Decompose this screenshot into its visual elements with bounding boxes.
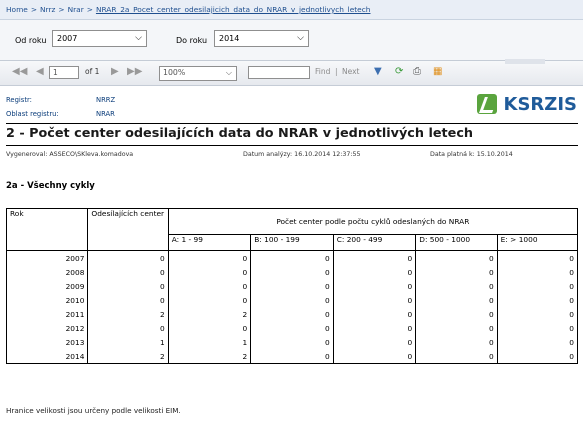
breadcrumb-separator: > [86,5,93,14]
breadcrumb-separator: > [58,5,65,14]
cell-a: 0 [168,293,251,307]
header-odesilajicich: Odesílajících center [88,209,168,251]
cell-rok: 2008 [7,265,88,279]
breadcrumb-nrar-link[interactable]: Nrar [67,5,84,14]
cell-e: 0 [497,307,577,321]
refresh-icon[interactable]: ⟳ [395,66,404,77]
zoom-select[interactable] [159,66,237,81]
table-row [7,265,578,279]
export-icon[interactable]: ▼ [374,66,382,77]
cell-b: 0 [251,335,334,349]
footer-note: Hranice velikosti jsou určeny podle velikosti EIM. [6,406,181,415]
ksrzis-logo-icon [477,94,497,114]
cell-c: 0 [333,293,416,307]
cell-c: 0 [333,349,416,364]
table-row [7,251,578,266]
oblast-label: Oblast registru: [6,110,59,118]
cell-c: 0 [333,321,416,335]
cell-d: 0 [416,321,497,335]
cell-c: 0 [333,251,416,266]
find-link[interactable]: Find [315,67,331,76]
report-title: 2 - Počet center odesilajících data do NRAR v jednotlivých letech [6,126,474,141]
od-roku-value: 2007 [57,34,78,43]
chevron-down-icon: ⌵ [297,33,304,43]
find-input[interactable] [248,66,310,79]
do-roku-select[interactable] [214,30,309,47]
table-row [7,307,578,321]
page-number-input[interactable] [49,66,79,79]
oblast-value: NRAR [96,110,115,118]
cell-rok: 2009 [7,279,88,293]
cell-a: 0 [168,321,251,335]
next-page-icon[interactable]: ▶ [111,66,119,77]
cell-d: 0 [416,307,497,321]
first-page-icon[interactable]: ◀◀ [12,66,28,77]
cell-rok: 2013 [7,335,88,349]
cell-rok: 2014 [7,349,88,364]
cell-c: 0 [333,279,416,293]
registr-value: NRRZ [96,96,116,104]
cell-d: 0 [416,293,497,307]
registr-label: Registr: [6,96,32,104]
header-rok: Rok [7,209,88,251]
title-bottom-rule [6,145,578,146]
header-group: Počet center podle počtu cyklů odeslaných do NRAR [168,209,577,235]
table-row [7,293,578,307]
collapse-handle[interactable] [505,59,545,64]
cell-a: 2 [168,349,251,364]
zoom-value: 100% [163,68,186,77]
header-c: C: 200 - 499 [333,235,416,251]
cell-d: 0 [416,335,497,349]
previous-page-icon[interactable]: ◀ [36,66,44,77]
cell-rok: 2010 [7,293,88,307]
od-roku-select[interactable] [52,30,147,47]
page-number-value: 1 [53,68,58,77]
cell-odesilajicich: 0 [88,321,168,335]
title-top-rule [6,123,578,124]
data-table [6,208,578,364]
do-roku-value: 2014 [219,34,240,43]
cell-e: 0 [497,335,577,349]
cell-rok: 2011 [7,307,88,321]
cell-odesilajicich: 0 [88,279,168,293]
print-icon[interactable]: ⎙ [413,66,421,77]
cell-a: 0 [168,279,251,293]
breadcrumb-current-report: NRAR_2a_Pocet_center_odesilajicich_data_do_NRAR_v_jednotlivych_letech [95,5,371,14]
cell-b: 0 [251,321,334,335]
ksrzis-logo-text: KSRZIS [503,93,577,115]
header-a: A: 1 - 99 [168,235,251,251]
cell-e: 0 [497,279,577,293]
chevron-down-icon: ⌵ [135,33,142,43]
data-feed-icon[interactable]: ▦ [433,66,443,77]
cell-a: 0 [168,251,251,266]
report-toolbar [0,61,583,86]
cell-odesilajicich: 0 [88,265,168,279]
table-row [7,279,578,293]
do-roku-label: Do roku [176,36,208,45]
cell-b: 0 [251,293,334,307]
analysis-date: Datum analýzy: 16.10.2014 12:37:55 [243,151,361,158]
od-roku-label: Od roku [15,36,47,45]
report-parameters [0,20,583,61]
cell-c: 0 [333,335,416,349]
cell-c: 0 [333,307,416,321]
find-separator: | [335,67,338,76]
cell-c: 0 [333,265,416,279]
cell-odesilajicich: 0 [88,293,168,307]
cell-a: 0 [168,265,251,279]
breadcrumb-nrrz-link[interactable]: Nrrz [40,5,56,14]
cell-d: 0 [416,265,497,279]
next-link[interactable]: Next [342,67,360,76]
cell-odesilajicich: 2 [88,349,168,364]
cell-b: 0 [251,279,334,293]
section-subtitle: 2a - Všechny cykly [6,181,95,191]
cell-d: 0 [416,279,497,293]
cell-odesilajicich: 1 [88,335,168,349]
cell-odesilajicich: 0 [88,251,168,266]
breadcrumb [0,0,583,20]
cell-e: 0 [497,321,577,335]
cell-b: 0 [251,349,334,364]
header-e: E: > 1000 [497,235,577,251]
cell-e: 0 [497,251,577,266]
table-row [7,349,578,364]
header-b: B: 100 - 199 [251,235,334,251]
generated-by: Vygeneroval: ASSECO\SKleva.komadova [6,151,134,158]
cell-rok: 2012 [7,321,88,335]
breadcrumb-separator: > [30,5,38,14]
page-count: of 1 [85,67,100,76]
ksrzis-logo [477,92,577,116]
last-page-icon[interactable]: ▶▶ [127,66,143,77]
cell-e: 0 [497,265,577,279]
cell-e: 0 [497,293,577,307]
cell-b: 0 [251,265,334,279]
cell-odesilajicich: 2 [88,307,168,321]
cell-d: 0 [416,251,497,266]
cell-e: 0 [497,349,577,364]
breadcrumb-home-link[interactable]: Home [6,5,28,14]
cell-d: 0 [416,349,497,364]
table-row [7,321,578,335]
cell-b: 0 [251,251,334,266]
cell-a: 1 [168,335,251,349]
cell-rok: 2007 [7,251,88,266]
cell-a: 2 [168,307,251,321]
valid-date: Data platná k: 15.10.2014 [430,151,513,158]
chevron-down-icon: ⌵ [225,68,232,77]
cell-b: 0 [251,307,334,321]
header-d: D: 500 - 1000 [416,235,497,251]
table-row [7,335,578,349]
